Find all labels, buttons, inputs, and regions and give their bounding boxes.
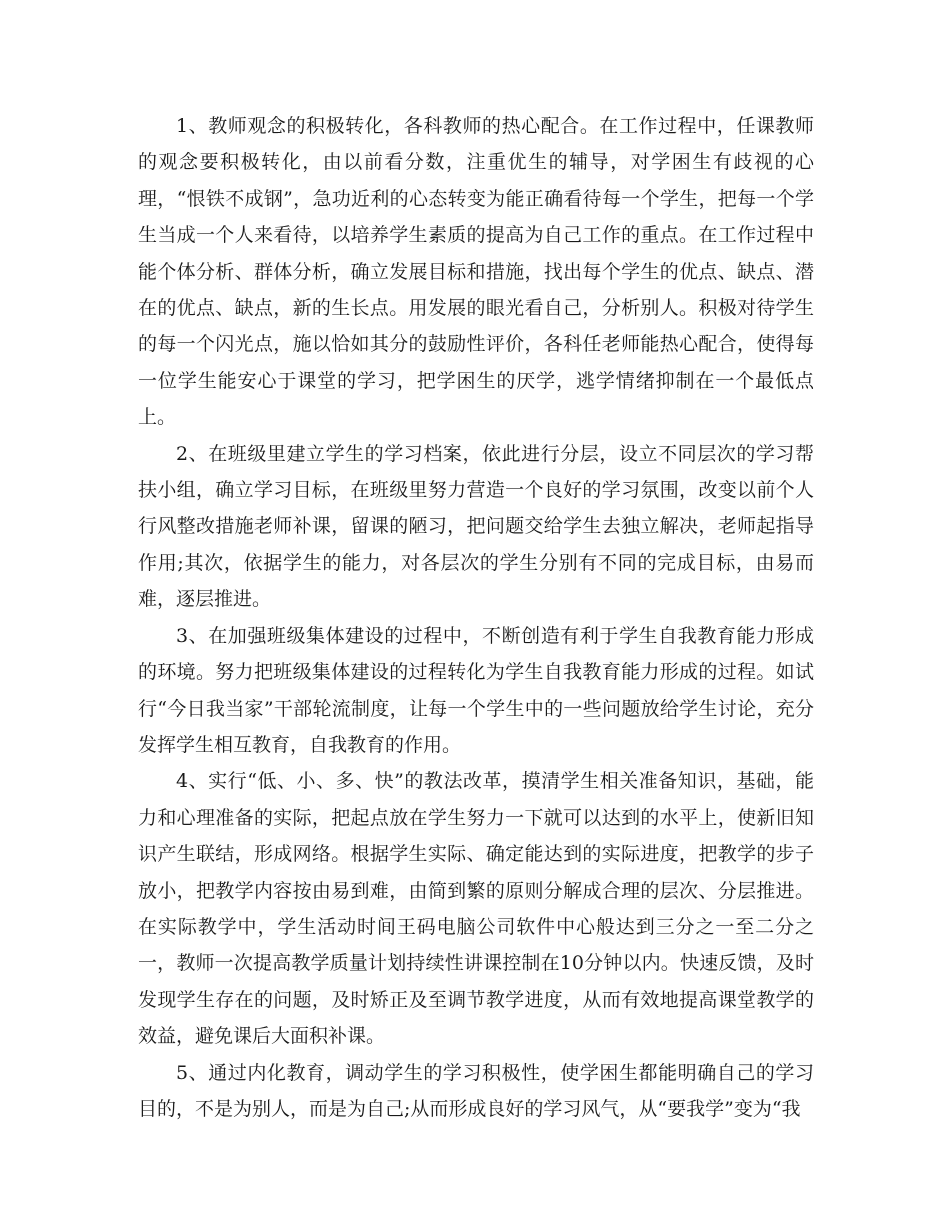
paragraph-3: 3、在加强班级集体建设的过程中，不断创造有利于学生自我教育能力形成的环境。努力把班级集体建设的过程转化为学生自我教育能力形成的过程。如试行“今日我当家”干部轮流制度，让每一个学生中的一些问题放给学生讨论，充分发挥学生相互教育，自我教育的作用。 bbox=[138, 624, 814, 756]
document-page bbox=[138, 108, 814, 1127]
paragraph-4: 4、实行“低、小、多、快”的教法改革，摸清学生相关准备知识，基础，能力和心理准备的实际，把起点放在学生努力一下就可以达到的水平上，使新旧知识产生联结，形成网络。根据学生实际、确定能达到的实际进度，把教学的步子放小，把教学内容按由易到难，由简到繁的原则分解成合理的层次、分层推进。在实际教学中，学生活动时间王码电脑公司软件中心般达到三分之一至二分之一，教师一次提高教学质量计划持续性讲课控制在10分钟以内。快速反馈，及时发现学生存在的问题，及时矫正及至调节教学进度，从而有效地提高课堂教学的效益，避免课后大面积补课。 bbox=[138, 770, 814, 1048]
paragraph-5: 5、通过内化教育，调动学生的学习积极性，使学困生都能明确自己的学习目的，不是为别人，而是为自己;从而形成良好的学习风气，从“要我学”变为“我 bbox=[138, 1061, 814, 1120]
paragraph-1: 1、教师观念的积极转化，各科教师的热心配合。在工作过程中，任课教师的观念要积极转化，由以前看分数，注重优生的辅导，对学困生有歧视的心理，“恨铁不成钢”，急功近利的心态转变为能正确看待每一个学生，把每一个学生当成一个人来看待，以培养学生素质的提高为自己工作的重点。在工作过程中能个体分析、群体分析，确立发展目标和措施，找出每个学生的优点、缺点、潜在的优点、缺点，新的生长点。用发展的眼光看自己，分析别人。积极对待学生的每一个闪光点，施以恰如其分的鼓励性评价，各科任老师能热心配合，使得每一位学生能安心于课堂的学习，把学困生的厌学，逃学情绪抑制在一个最低点上。 bbox=[138, 115, 814, 429]
paragraph-2: 2、在班级里建立学生的学习档案，依此进行分层，设立不同层次的学习帮扶小组，确立学习目标，在班级里努力营造一个良好的学习氛围，改变以前个人行风整改措施老师补课，留课的陋习，把问题交给学生去独立解决，老师起指导作用;其次，依据学生的能力，对各层次的学生分别有不同的完成目标，由易而难，逐层推进。 bbox=[138, 442, 814, 611]
